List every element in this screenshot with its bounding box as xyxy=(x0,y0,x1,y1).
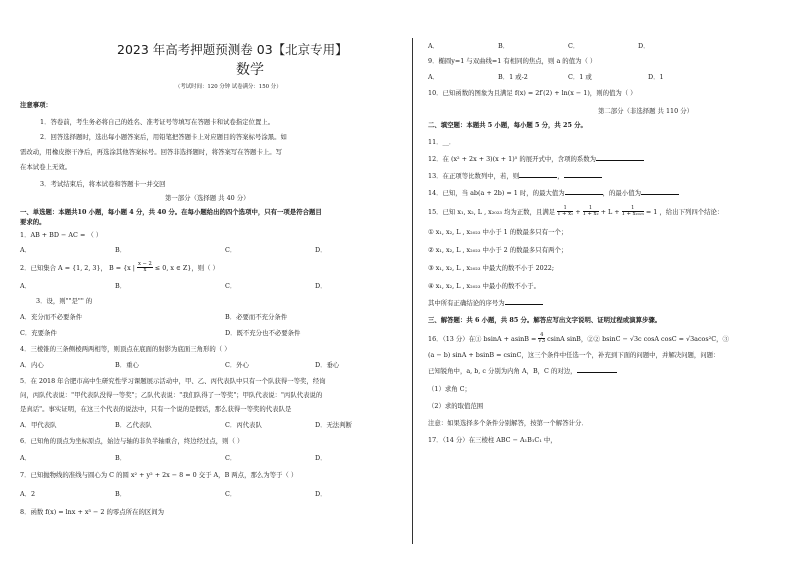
option-a: A．2 xyxy=(20,490,36,498)
option-b: B．1 或-2 xyxy=(498,73,528,81)
option-a: A．内心 xyxy=(20,361,44,369)
option-b: B． xyxy=(115,246,127,254)
question-16-part1: （1）求角 C； xyxy=(428,385,471,393)
question-17: 17．（14 分）在三棱柱 ABC − A₁B₁C₁ 中， xyxy=(428,436,557,444)
section1-heading: 一、单选题：本题共10 小题，每小题 4 分，共 40 分。在每小题给出的四个选项中，只有一项是符合题目 xyxy=(20,208,322,216)
section2-heading: 二、填空题：本题共 5 小题，每小题 5 分，共 25 分。 xyxy=(428,121,587,129)
question-5-cont: 问，丙队代表说："甲代表队没得一等奖"；乙队代表说："我们队得了一等奖"；甲队代表说："丙队代表说的 xyxy=(20,391,323,399)
option-c: C． xyxy=(225,282,237,290)
part1-title: 第一部分（选择题 共 40 分） xyxy=(165,194,250,202)
option-a: A． xyxy=(428,42,440,50)
section3-heading: 三、解答题：共 6 小题，共 85 分。解答应写出文字说明、证明过程或演算步骤。 xyxy=(428,316,662,324)
note-line: 1．答卷前，考生务必将自己的姓名、准考证号等填写在答题卡和试卷指定位置上。 xyxy=(40,118,275,126)
option-c: C． xyxy=(568,42,580,50)
fraction: $\frac{x - 2}{x}$ xyxy=(137,261,152,274)
note-line: 在本试卷上无效。 xyxy=(20,163,72,171)
q15-item: ② x₁, x₂, L , x₂₀₂₃ 中小于 2 的数最多只有两个； xyxy=(428,246,568,254)
q15-item: ④ x₁, x₂, L , x₂₀₂₃ 中最小的数不小于。 xyxy=(428,282,540,290)
notes-heading: 注意事项： xyxy=(20,101,52,109)
q15-conclusion: 其中所有正确结论的序号为 xyxy=(428,299,543,307)
fraction: $\frac{1}{\text{1 + x₂}}$ xyxy=(582,205,599,218)
q15-item: ① x₁, x₂, L , x₂₀₂₃ 中小于 1 的数最多只有一个； xyxy=(428,228,568,236)
option-b: B．重心 xyxy=(115,361,139,369)
option-d: D． xyxy=(315,454,327,462)
question-14: 14．已知，当 ab(a + 2b) = 1 时，的最大值为 ，的最小值为 xyxy=(428,189,679,197)
option-b: B． xyxy=(115,490,127,498)
question-4: 4．三棱锥的三条侧棱两两相等，则顶点在底面的射影为底面三角形的（ ） xyxy=(20,345,231,353)
note-line: 需改动，用橡皮擦干净后，再选涂其他答案标号。回答非选择题时，将答案写在答题卡上。写 xyxy=(20,148,283,156)
option-a: A．充分而不必要条件 xyxy=(20,313,83,321)
exam-info: （考试时间：120 分钟 试卷满分：150 分） xyxy=(175,84,282,90)
option-c: C． xyxy=(225,490,237,498)
option-d: D． xyxy=(638,42,650,50)
question-12: 12．在 (x² + 2x + 3)(x + 1)⁵ 的展开式中，含项的系数为 xyxy=(428,155,644,163)
question-16: 16．（13 分）在① bsinA + asinB = $\frac{4}{√3}$ csinA sinB，②② bsinC − √3c cosA cosC = √3acos²C，③ xyxy=(428,332,729,345)
option-c: C．1 或 xyxy=(568,73,592,81)
column-divider xyxy=(412,38,413,544)
question-15: 15．已知 x₁, x₂, L , x₂₀₂₃ 均为正数，且满足 $\frac{1}{\text{1 + x₁}}$ + $\frac{1}{\text{1 + x₂}}$ + L + $\frac{1}{\text{1 + x₂₀₂₃}}$ = 1 ，给出下列四个结论： xyxy=(428,205,724,218)
question-3: 3．设，则""是"" 的 xyxy=(36,297,93,305)
section1-heading-cont: 要求的。 xyxy=(20,218,46,226)
question-16-part2: （2）求的取值范围 xyxy=(428,402,484,410)
option-c: C．外心 xyxy=(225,361,250,369)
question-1: 1．AB + BD − AC = （ ） xyxy=(20,231,103,239)
note-line: 2．回答选择题时，选出每小题答案后，用铅笔把答题卡上对应题目的答案标号涂黑。如 xyxy=(40,133,287,141)
fraction: $\frac{1}{\text{1 + x₂₀₂₃}}$ xyxy=(621,205,644,218)
option-a: A． xyxy=(20,282,32,290)
option-a: A． xyxy=(428,73,440,81)
question-16-note: 注意：如果选择多个条件分别解答，按第一个解答计分． xyxy=(428,419,588,427)
question-7: 7．已知抛物线的准线与圆心为 C 的圆 x² + y² + 2x − 8 = 0 交于 A，B 两点，那么为等于（ ） xyxy=(20,471,298,479)
q15-item: ③ x₁, x₂, L , x₂₀₂₃ 中最大的数不小于 2022; xyxy=(428,264,555,272)
option-d: D． xyxy=(315,490,327,498)
option-a: A． xyxy=(20,454,32,462)
question-5-cont: 是真话"。事实证明，在这三个代表的说法中，只有一个说的是假话，那么获得一等奖的代表队是 xyxy=(20,405,292,413)
question-13: 13．在正项等比数列中，若，则 ， xyxy=(428,172,602,180)
option-a: A．甲代表队 xyxy=(20,421,57,429)
option-c: C．丙代表队 xyxy=(225,421,262,429)
question-8: 8．函数 f(x) = lnx + x³ − 2 的零点所在的区间为 xyxy=(20,508,165,516)
option-b: B． xyxy=(498,42,510,50)
question-2: 2．已知集合 A = {1, 2, 3}， B = {x | $\frac{x - 2}{x}$ ≤ 0, x ∈ Z}，则（ ） xyxy=(20,261,219,274)
option-d: D．既不充分也不必要条件 xyxy=(225,329,301,337)
option-c: C． xyxy=(225,454,237,462)
question-10: 10．已知函数的图象为且满足 f(x) = 2f′(2) + ln(x − 1)，则的值为（ ） xyxy=(428,89,637,97)
option-d: D．垂心 xyxy=(315,361,340,369)
option-a: A． xyxy=(20,246,32,254)
option-d: D．1 xyxy=(648,73,664,81)
option-d: D． xyxy=(315,246,327,254)
option-d: D．无法判断 xyxy=(315,421,353,429)
question-6: 6．已知角的顶点为坐标原点，始边与轴的非负半轴重合，终边经过点，则（ ） xyxy=(20,437,244,445)
subject-title: 数学 xyxy=(236,62,264,78)
question-16-cont: (a − b) sinA + bsinB = csinC，这三个条件中任选一个，补充到下面的问题中，并解决问题，问题： xyxy=(428,351,720,359)
question-11: 11．__． xyxy=(428,138,456,146)
option-c: C． xyxy=(225,246,237,254)
right-column xyxy=(418,0,794,562)
exam-title: 2023 年高考押题预测卷 03【北京专用】 xyxy=(117,42,348,57)
option-b: B．乙代表队 xyxy=(115,421,152,429)
note-line: 3．考试结束后，将本试卷和答题卡一并交回 xyxy=(40,180,166,188)
fraction: $\frac{4}{√3}$ xyxy=(538,332,546,345)
option-c: C．充要条件 xyxy=(20,329,57,337)
question-5: 5．在 2018 年合肥市高中生研究性学习课题展示活动中，甲、乙、丙代表队中只有一个队获得一等奖，经询 xyxy=(20,377,326,385)
option-b: B． xyxy=(115,282,127,290)
question-9: 9．椭圆y=1 与双曲线=1 有相同的焦点，则 a 的值为（ ） xyxy=(428,57,597,65)
part2-title: 第二部分（非选择题 共 110 分） xyxy=(598,107,693,115)
fraction: $\frac{1}{\text{1 + x₁}}$ xyxy=(557,205,574,218)
option-b: B．必要而不充分条件 xyxy=(225,313,288,321)
question-16-cont: 已知锐角中，a, b, c 分别为内角 A，B，C 的对边， xyxy=(428,367,617,375)
option-b: B． xyxy=(115,454,127,462)
option-d: D． xyxy=(315,282,327,290)
